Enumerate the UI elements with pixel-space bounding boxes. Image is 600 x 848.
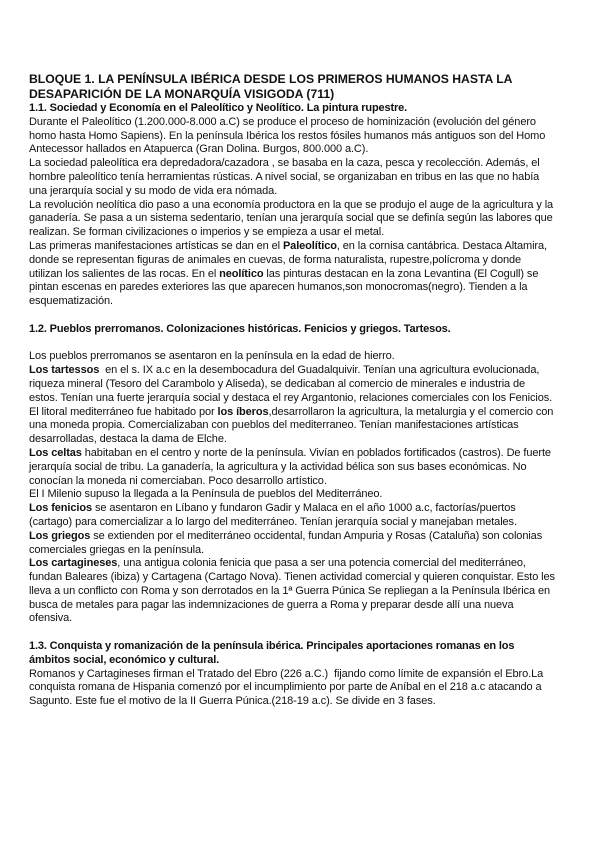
text-line xyxy=(29,350,589,364)
text-run: realizan. Se forman civilizaciones o imperios y se empieza a usar el metal. xyxy=(29,226,385,239)
text-line xyxy=(29,199,589,213)
paragraph xyxy=(29,199,589,240)
text-run: Los pueblos prerromanos se asentaron en la península en la edad de hierro. xyxy=(29,350,395,363)
text-line xyxy=(29,488,589,502)
text-run: donde se representan figuras de animales en cuevas, de forma naturalista, rupestre,polícroma y donde xyxy=(29,253,522,266)
text-run: homo hasta Homo Sapiens). En la península Ibérica los restos fósiles humanos más antiguos son del Homo xyxy=(29,129,546,142)
paragraph xyxy=(29,557,589,626)
text-run: lleva a un conflicto con Roma y son derrotados en la 1ª Guerra Púnica Se repliegan a la Península Ibérica en xyxy=(29,584,550,597)
title-line: BLOQUE 1. LA PENÍNSULA IBÉRICA DESDE LOS PRIMEROS HUMANOS HASTA LA xyxy=(29,72,513,86)
text-run: La revolución neolítica dio paso a una economía productora en la que se produjo el auge de la agricultura y la xyxy=(29,198,554,211)
paragraph xyxy=(29,157,589,198)
text-run: Sagunto. Este fue el motivo de la II Guerra Púnica.(218-19 a.c). Se divide en 3 fases. xyxy=(29,695,436,708)
text-line xyxy=(29,185,589,199)
paragraph xyxy=(29,502,589,530)
text-run: una jerarquía social y su modo de vida era nómada. xyxy=(29,184,278,197)
section xyxy=(29,640,589,709)
text-line xyxy=(29,557,589,571)
text-run: Durante el Paleolítico (1.200.000-8.000 a.C) se produce el proceso de hominización (evolución del género xyxy=(29,115,536,128)
paragraph xyxy=(29,668,589,709)
text-run: habitaban en el centro y norte de la península. Vivían en poblados fortificados (castros). De fuerte xyxy=(81,446,551,459)
text-run: La sociedad paleolítica era depredadora/cazadora , se basaba en la caza, pesca y recolección. Además, el xyxy=(29,157,540,170)
text-line xyxy=(29,171,589,185)
blank-line xyxy=(29,626,589,640)
bold-term: Los griegos xyxy=(29,529,91,542)
text-run: Las primeras manifestaciones artísticas se dan en el xyxy=(29,239,283,252)
text-line xyxy=(29,681,589,695)
text-line xyxy=(29,502,589,516)
text-run: conquista romana de Hispania comenzó por el incumplimiento por parte de Aníbal en el 218 a.c atacando a xyxy=(29,681,542,694)
text-line xyxy=(29,392,589,406)
text-run: Antecessor hallados en Atapuerca (Gran Dolina. Burgos, 800.000 a.C). xyxy=(29,143,369,156)
text-run: jerarquía social de tribu. La ganadería, la agricultura y la actividad bélica son sus bases económicas. No xyxy=(29,460,527,473)
text-line xyxy=(29,695,589,709)
text-line xyxy=(29,516,589,530)
text-run: busca de metales para pagar las indemnizaciones de guerra a Roma y preparar desde allí una nueva xyxy=(29,598,514,611)
text-line xyxy=(29,419,589,433)
text-run: Romanos y Cartagineses firman el Tratado del Ebro (226 a.C.) fijando como límite de expansión el Ebro.La xyxy=(29,667,544,680)
blank-line xyxy=(29,309,589,323)
text-run: comerciales griegas en la península. xyxy=(29,543,204,556)
paragraph xyxy=(29,364,589,405)
text-line xyxy=(29,599,589,613)
text-line xyxy=(29,281,589,295)
text-line xyxy=(29,461,589,475)
text-line xyxy=(29,378,589,392)
text-line xyxy=(29,544,589,558)
text-run: esquematización. xyxy=(29,295,114,308)
text-run: riqueza mineral (Tesoro del Carambolo y Aliseda), se dedicaban al comercio de minerales e industria de xyxy=(29,377,526,390)
bold-term: Los fenicios xyxy=(29,502,92,515)
text-line xyxy=(29,240,589,254)
text-run: hombre paleolítico tenía herramientas rústicas. A nivel social, se organizaban en tribus en las que no había xyxy=(29,170,540,183)
text-line xyxy=(29,475,589,489)
text-run: se asentaron en Líbano y fundaron Gadir y Malaca en el año 1000 a.c, factorías/puertos xyxy=(91,502,516,515)
document-title xyxy=(29,72,589,102)
text-line xyxy=(29,295,589,309)
text-run: ganadería. Se pasa a un sistema sedentario, tenían una jerarquía social que se definía según las labores que xyxy=(29,212,553,225)
text-run: una moneda propia. Comercializaban con pueblos del mediterraneo. Tenían manifestaciones artísticas xyxy=(29,419,519,432)
text-run: se extienden por el mediterráneo occidental, fundan Ampuria y Rosas (Cataluña) son colonias xyxy=(90,529,543,542)
text-line xyxy=(29,157,589,171)
text-line xyxy=(29,226,589,240)
text-run: (cartago) para comercializar a lo largo del mediterráneo. Tenían jerarquía social y manejaban metales. xyxy=(29,515,517,528)
bold-term: neolítico xyxy=(219,267,264,280)
section xyxy=(29,323,589,627)
blank-line xyxy=(29,337,589,351)
section xyxy=(29,102,589,309)
title-line: DESAPARICIÓN DE LA MONARQUÍA VISIGODA (711) xyxy=(29,87,335,101)
text-run: utilizan los salientes de las rocas. En el xyxy=(29,267,220,280)
text-line xyxy=(29,668,589,682)
paragraph xyxy=(29,447,589,488)
bold-term: Los celtas xyxy=(29,446,82,459)
text-line xyxy=(29,116,589,130)
text-line xyxy=(29,130,589,144)
text-line xyxy=(29,406,589,420)
text-line xyxy=(29,433,589,447)
paragraph xyxy=(29,488,589,502)
text-run: pintan escenas en paredes exteriores las que aparecen humanos,son monocromas(negro). Tienden a la xyxy=(29,281,528,294)
sections xyxy=(29,102,589,709)
text-run: , una antigua colonia fenicia que pasa a ser una potencia comercial del mediterráneo, xyxy=(117,557,526,570)
text-run: desarrolladas, destaca la dama de Elche. xyxy=(29,433,227,446)
text-line xyxy=(29,585,589,599)
text-line xyxy=(29,571,589,585)
paragraph xyxy=(29,530,589,558)
text-run: El I Milenio supuso la llegada a la Península de pueblos del Mediterráneo. xyxy=(29,488,383,501)
text-run: fundan Baleares (ibiza) y Cartagena (Cartago Nova). Tienen actividad comercial y quieren conquistar. Esto les xyxy=(29,571,555,584)
text-run: conocían la moneda ni comerciaban. Poco desarrollo artístico. xyxy=(29,474,327,487)
text-line xyxy=(29,530,589,544)
text-line xyxy=(29,254,589,268)
section-heading: ámbitos social, económico y cultural. xyxy=(29,653,220,666)
text-run: , en la cornisa cantábrica. Destaca Altamira, xyxy=(336,239,547,252)
section-heading: 1.3. Conquista y romanización de la península ibérica. Principales aportaciones romanas en los xyxy=(29,640,515,653)
text-run: las pinturas destacan en la zona Levantina (El Cogull) se xyxy=(263,267,539,280)
text-line xyxy=(29,447,589,461)
paragraph xyxy=(29,406,589,447)
bold-term: los íberos xyxy=(217,405,269,418)
text-line xyxy=(29,268,589,282)
document-page xyxy=(29,72,589,709)
text-run: ,desarrollaron la agricultura, la metalurgia y el comercio con xyxy=(268,405,554,418)
paragraph xyxy=(29,350,589,364)
section-heading: 1.1. Sociedad y Economía en el Paleolítico y Neolítico. La pintura rupestre. xyxy=(29,102,407,114)
bold-term: Los cartagineses xyxy=(29,557,118,570)
text-line xyxy=(29,143,589,157)
text-run: El litoral mediterráneo fue habitado por xyxy=(29,405,218,418)
text-run: ofensiva. xyxy=(29,612,73,625)
text-line xyxy=(29,364,589,378)
bold-term: Paleolítico xyxy=(282,239,337,252)
bold-term: Los tartessos xyxy=(29,364,100,377)
text-line xyxy=(29,612,589,626)
paragraph xyxy=(29,116,589,157)
text-run: estos. Tenían una fuerte jerarquía social y destaca el rey Argantonio, relaciones comerciales con los Fenicios. xyxy=(29,391,553,404)
text-run: en el s. IX a.c en la desembocadura del Guadalquivir. Tenían una agricultura evolucionada, xyxy=(99,364,540,377)
paragraph xyxy=(29,240,589,309)
section-heading: 1.2. Pueblos prerromanos. Colonizaciones históricas. Fenicios y griegos. Tartesos. xyxy=(29,322,451,335)
text-line xyxy=(29,212,589,226)
